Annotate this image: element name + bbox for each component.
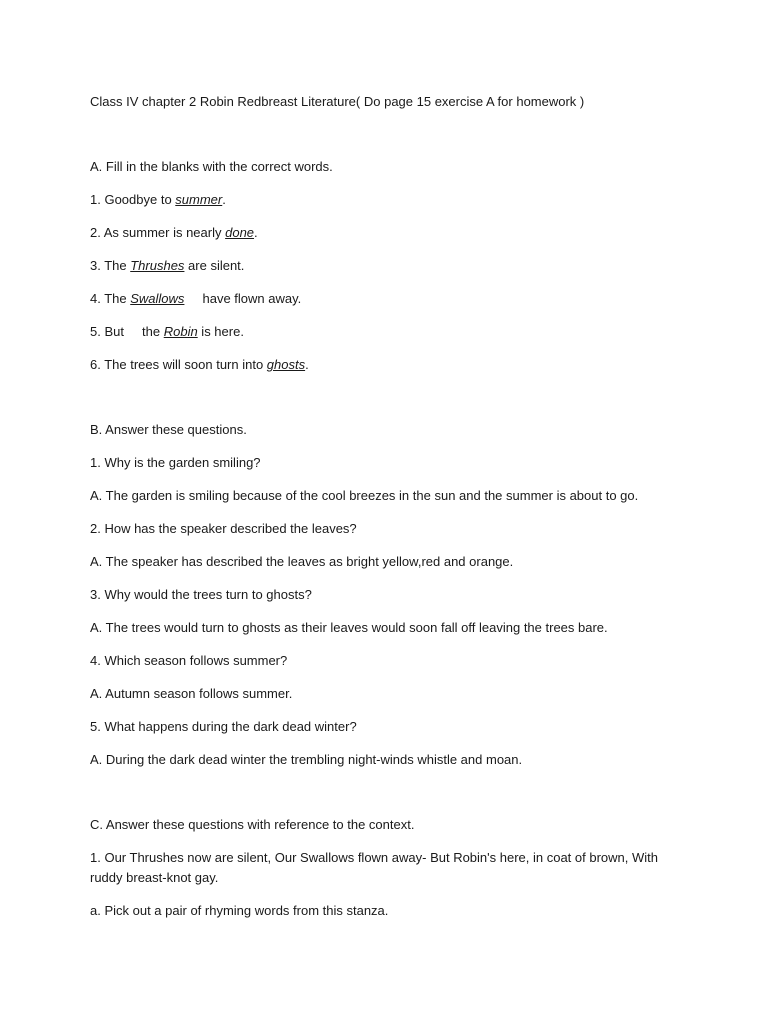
section-c-heading: C. Answer these questions with reference to the context. (90, 817, 415, 832)
question: 1. Why is the garden smiling? (90, 455, 261, 470)
fill-blank-item: 2. As summer is nearly done. (90, 225, 258, 240)
blank-answer: ghosts (266, 357, 306, 372)
page-title: Class IV chapter 2 Robin Redbreast Literature( Do page 15 exercise A for homework ) (90, 94, 585, 109)
answer: A. The garden is smiling because of the cool breezes in the sun and the summer is about to go. (90, 488, 639, 503)
blank-answer: Thrushes (130, 258, 185, 273)
sub-question: a. Pick out a pair of rhyming words from this stanza. (90, 903, 389, 918)
blank-answer: Robin (163, 324, 198, 339)
fill-blank-item: 6. The trees will soon turn into ghosts. (90, 357, 309, 372)
section-a-heading: A. Fill in the blanks with the correct words. (90, 159, 333, 174)
question: 2. How has the speaker described the leaves? (90, 521, 357, 536)
fill-blank-item: 3. The Thrushes are silent. (90, 258, 245, 273)
fill-blank-item: 5. But the Robin is here. (90, 324, 244, 339)
question: 3. Why would the trees turn to ghosts? (90, 587, 312, 602)
fill-blank-item: 1. Goodbye to summer. (90, 192, 226, 207)
blank-answer: Swallows (130, 291, 185, 306)
question: 5. What happens during the dark dead winter? (90, 719, 357, 734)
fill-blank-item: 4. The Swallows have flown away. (90, 291, 302, 306)
answer: A. The trees would turn to ghosts as their leaves would soon fall off leaving the trees bare. (90, 620, 608, 635)
answer: A. The speaker has described the leaves as bright yellow,red and orange. (90, 554, 514, 569)
stanza-question: 1. Our Thrushes now are silent, Our Swallows flown away- But Robin's here, in coat of brown, With ruddy breast-knot gay. (90, 850, 662, 885)
question: 4. Which season follows summer? (90, 653, 288, 668)
answer: A. Autumn season follows summer. (90, 686, 293, 701)
answer: A. During the dark dead winter the trembling night-winds whistle and moan. (90, 752, 523, 767)
blank-answer: summer (175, 192, 223, 207)
document-page (90, 92, 670, 934)
blank-answer: done (225, 225, 255, 240)
section-b-heading: B. Answer these questions. (90, 422, 247, 437)
